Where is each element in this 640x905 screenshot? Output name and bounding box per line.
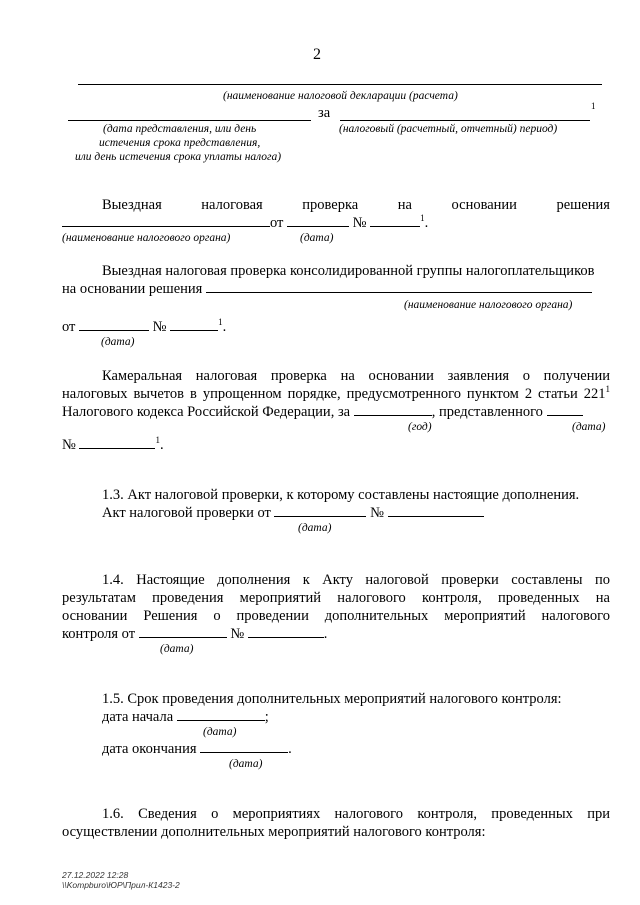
number-sign: № bbox=[152, 319, 167, 335]
field-check-line bbox=[102, 196, 610, 214]
consolidated-decision-line bbox=[62, 318, 226, 337]
date-caption-1: (дата представления, или день bbox=[103, 123, 257, 135]
footnote-mark: 1 bbox=[420, 213, 425, 223]
authority-blank bbox=[62, 214, 270, 227]
date-blank bbox=[274, 504, 366, 517]
word: Выездная bbox=[102, 197, 162, 213]
end-date-blank bbox=[200, 740, 288, 753]
declaration-name-line bbox=[78, 84, 602, 85]
declaration-caption: (наименование налоговой декларации (расчета) bbox=[223, 90, 458, 102]
number-blank bbox=[370, 214, 420, 227]
date-blank bbox=[79, 318, 149, 331]
start-date-line bbox=[102, 708, 269, 726]
desk-check-text: Камеральная налоговая проверка на основании заявления о получении bbox=[102, 368, 610, 384]
desk-check-text: Налогового кодекса Российской Федерации, за bbox=[62, 404, 351, 420]
section-1-5-line-1: 1.5. Срок проведения дополнительных мероприятий налогового контроля: bbox=[102, 691, 562, 707]
authority-caption: (наименование налогового органа) bbox=[404, 299, 573, 311]
desk-check-number-line bbox=[62, 436, 164, 455]
number-blank bbox=[79, 436, 155, 449]
period-line bbox=[340, 120, 590, 121]
dot: . bbox=[424, 215, 429, 231]
date-line bbox=[68, 120, 311, 121]
page-number: 2 bbox=[313, 46, 321, 63]
consolidated-line-1: Выездная налоговая проверка консолидированной группы налогоплательщиков bbox=[102, 263, 595, 279]
word: налоговая bbox=[201, 197, 263, 213]
decision-label: на основании решения bbox=[62, 281, 203, 297]
footnote-mark: 1 bbox=[155, 435, 160, 445]
dot: . bbox=[222, 319, 227, 335]
ot-label: от bbox=[62, 319, 76, 335]
number-blank bbox=[170, 318, 218, 331]
date-blank bbox=[547, 403, 583, 416]
word: проверка bbox=[302, 197, 359, 213]
date-caption-2: истечения срока представления, bbox=[99, 137, 261, 149]
date-caption: (дата) bbox=[101, 336, 135, 348]
desk-check-line-3 bbox=[62, 403, 583, 421]
section-1-4-line-4 bbox=[62, 625, 327, 643]
number-blank bbox=[388, 504, 484, 517]
date-caption: (дата) bbox=[300, 232, 334, 244]
ot-label: от bbox=[270, 215, 284, 231]
number-sign: № bbox=[230, 626, 245, 642]
consolidated-line-2 bbox=[62, 280, 592, 298]
start-label: дата начала bbox=[102, 709, 174, 725]
submitted-label: , представленного bbox=[431, 404, 543, 420]
section-1-3-line-1: 1.3. Акт налоговой проверки, к которому составлены настоящие дополнения. bbox=[102, 487, 580, 503]
date-caption: (дата) bbox=[160, 643, 194, 655]
semicolon: ; bbox=[264, 709, 269, 725]
control-label: контроля от bbox=[62, 626, 136, 642]
dot: . bbox=[159, 437, 164, 453]
dot: . bbox=[288, 741, 292, 757]
authority-caption: (наименование налогового органа) bbox=[62, 232, 231, 244]
number-sign: № bbox=[352, 215, 367, 231]
end-date-line bbox=[102, 740, 292, 758]
date-blank bbox=[139, 625, 227, 638]
desk-check-text: налоговых вычетов в упрощенном порядке, предусмотренного пунктом 2 статьи 221 bbox=[62, 386, 606, 402]
footer-timestamp: 27.12.2022 12:28 bbox=[62, 870, 129, 880]
number-sign: № bbox=[62, 437, 76, 453]
header-footnote: 1 bbox=[591, 101, 596, 111]
date-caption: (дата) bbox=[572, 421, 606, 433]
section-1-4-line-3: основании Решения о проведении дополнительных мероприятий налогового bbox=[62, 608, 610, 624]
date-caption: (дата) bbox=[298, 522, 332, 534]
word: на bbox=[397, 197, 412, 213]
start-date-blank bbox=[177, 708, 265, 721]
za-label: за bbox=[318, 105, 331, 121]
section-1-6-line-2: осуществлении дополнительных мероприятий налогового контроля: bbox=[62, 824, 486, 840]
date-caption-3: или день истечения срока уплаты налога) bbox=[75, 151, 282, 163]
word: решения bbox=[556, 197, 610, 213]
period-caption: (налоговый (расчетный, отчетный) период) bbox=[339, 123, 558, 135]
article-superscript: 1 bbox=[605, 384, 610, 394]
footnote-mark: 1 bbox=[218, 317, 223, 327]
year-caption: (год) bbox=[408, 421, 432, 433]
end-label: дата окончания bbox=[102, 741, 197, 757]
number-blank bbox=[248, 625, 324, 638]
year-blank bbox=[354, 403, 432, 416]
date-blank bbox=[287, 214, 349, 227]
date-caption: (дата) bbox=[203, 726, 237, 738]
section-1-6-line-1: 1.6. Сведения о мероприятиях налогового контроля, проведенных при bbox=[102, 806, 610, 822]
number-sign: № bbox=[370, 505, 384, 521]
section-1-4-line-2: результатам проведения мероприятий налогового контроля, проведенных на bbox=[62, 590, 610, 606]
desk-check-line-2 bbox=[62, 385, 610, 404]
act-label: Акт налоговой проверки от bbox=[102, 505, 271, 521]
authority-blank bbox=[206, 280, 592, 293]
dot: . bbox=[323, 626, 328, 642]
section-1-3-line-2 bbox=[102, 504, 484, 522]
section-1-4-line-1: 1.4. Настоящие дополнения к Акту налоговой проверки составлены по bbox=[102, 572, 610, 588]
date-caption: (дата) bbox=[229, 758, 263, 770]
word: основании bbox=[451, 197, 517, 213]
footer-filepath: \\Kompburo\ЮР\Прил-К1423-2 bbox=[62, 880, 180, 890]
desk-check-line-1 bbox=[102, 367, 610, 385]
